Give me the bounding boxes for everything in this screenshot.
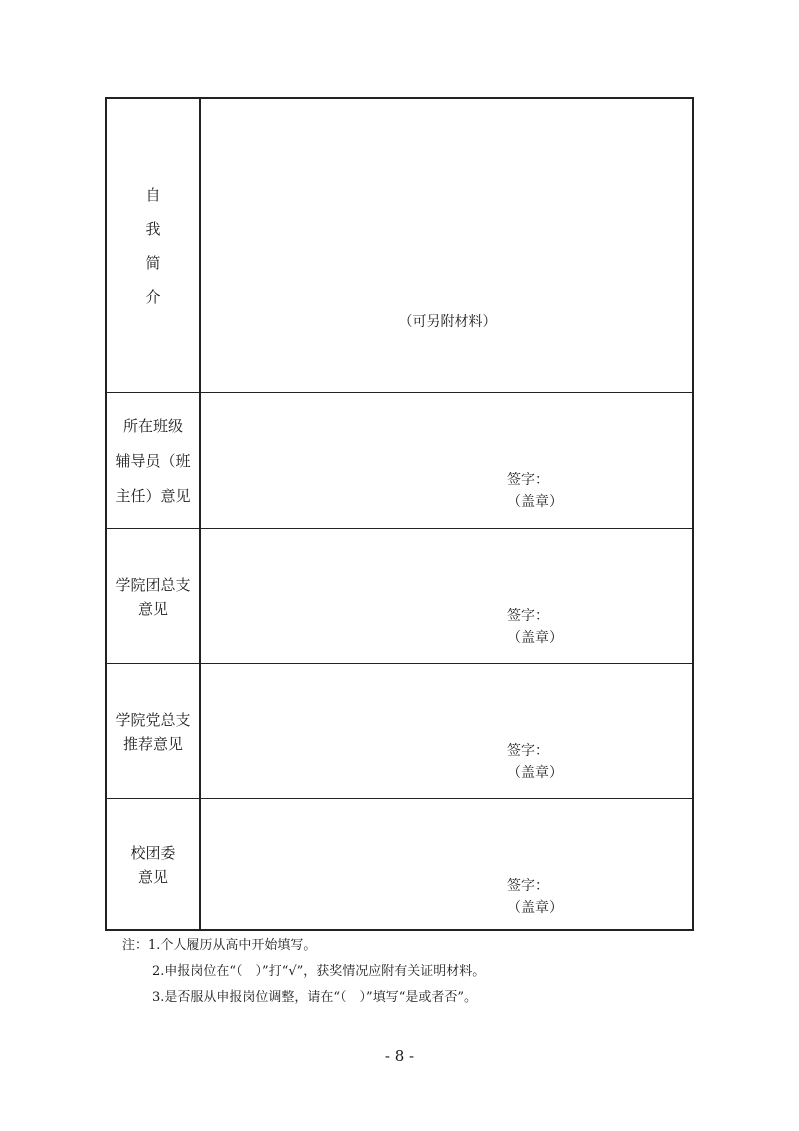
note-line: 2.申报岗位在“（ ）”打“√”，获奖情况应附有关证明材料。 — [152, 964, 486, 979]
page-number: - 8 - — [384, 1047, 415, 1065]
counselor-opinion-field[interactable] — [203, 393, 692, 529]
label-line: 推荐意见 — [122, 734, 183, 753]
label-char: 我 — [145, 219, 161, 238]
league-branch-opinion-label — [107, 529, 201, 664]
application-form-table — [105, 97, 694, 931]
seal-label: （盖章） — [507, 900, 563, 916]
self-intro-field[interactable] — [203, 99, 692, 392]
school-league-opinion-row — [107, 798, 692, 930]
label-char: 介 — [145, 287, 161, 306]
label-line: 学院党总支 — [115, 710, 191, 729]
signature-label: 签字： — [507, 743, 549, 759]
label-line: 辅导员（班 — [115, 451, 191, 470]
party-branch-opinion-row — [107, 663, 692, 799]
label-line: 校团委 — [130, 843, 176, 862]
label-line: 主任）意见 — [115, 486, 191, 505]
signature-label: 签字： — [507, 608, 549, 624]
party-branch-opinion-field[interactable] — [203, 664, 692, 799]
note-line: 3.是否服从申报岗位调整，请在“（ ）”填写“是或者否”。 — [152, 990, 477, 1005]
self-intro-label — [107, 99, 201, 392]
league-branch-opinion-field[interactable] — [203, 529, 692, 664]
signature-label: 签字： — [507, 472, 549, 488]
school-league-opinion-field[interactable] — [203, 799, 692, 930]
counselor-opinion-row — [107, 392, 692, 529]
attach-note: （可另附材料） — [398, 314, 497, 330]
label-line: 意见 — [137, 599, 168, 618]
party-branch-opinion-label — [107, 664, 201, 799]
seal-label: （盖章） — [507, 630, 563, 646]
label-line: 学院团总支 — [115, 575, 191, 594]
league-branch-opinion-row — [107, 528, 692, 664]
self-intro-row — [107, 99, 692, 392]
signature-label: 签字： — [507, 878, 549, 894]
label-char: 简 — [145, 253, 161, 272]
label-line: 所在班级 — [122, 416, 183, 435]
form-notes — [122, 933, 485, 1011]
school-league-opinion-label — [107, 799, 201, 930]
note-line: 注：1.个人履历从高中开始填写。 — [122, 938, 317, 953]
label-char: 自 — [145, 185, 161, 204]
label-line: 意见 — [137, 867, 168, 886]
seal-label: （盖章） — [507, 765, 563, 781]
counselor-opinion-label — [107, 393, 201, 529]
seal-label: （盖章） — [507, 494, 563, 510]
